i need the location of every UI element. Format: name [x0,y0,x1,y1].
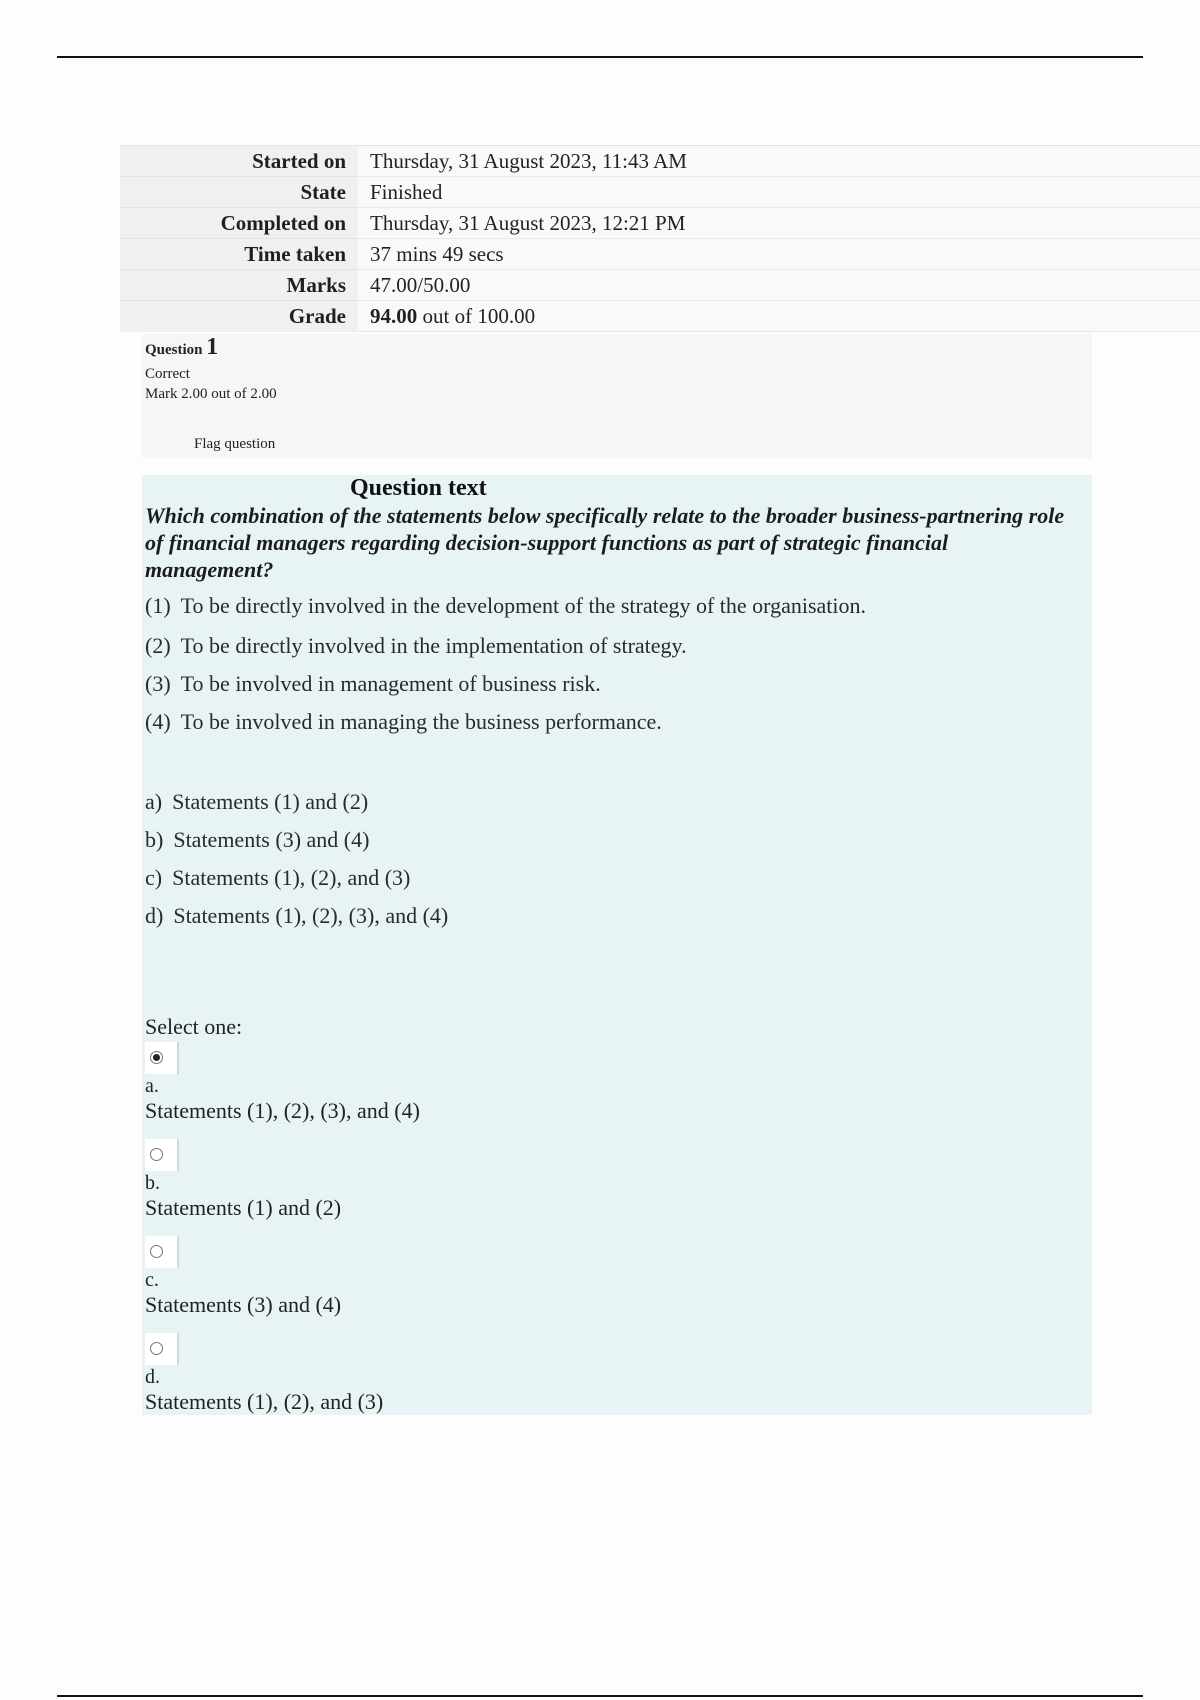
grade-score: 94.00 [370,303,418,328]
question-number-value: 1 [206,334,219,360]
summary-label: Time taken [120,239,358,270]
question-text: Which combination of the statements below specifically relate to the broader business-partnering role of financial managers regarding decision-support functions as part of strategic financial management? [145,503,1065,582]
answer-letter: b. [145,1172,160,1194]
summary-value: Finished [358,177,1200,208]
top-rule [57,56,1143,58]
statement-text: To be involved in managing the business performance. [180,709,662,734]
question-word: Question [145,342,203,358]
summary-label: Started on [120,146,358,177]
answer-text[interactable]: Statements (1) and (2) [145,1195,342,1220]
answer-radio-c[interactable] [145,1236,179,1268]
radio-unselected-icon [150,1342,163,1355]
summary-label: State [120,177,358,208]
select-one-prompt: Select one: [145,1014,243,1039]
choice-letter: c) [145,865,163,890]
answer-radio-d[interactable] [145,1333,179,1365]
summary-value: Thursday, 31 August 2023, 12:21 PM [358,208,1200,239]
answer-text[interactable]: Statements (3) and (4) [145,1292,342,1317]
statement-text: To be directly involved in the implementation of strategy. [180,633,687,658]
summary-value [358,301,1200,332]
statement-number: (1) [145,593,171,618]
radio-unselected-icon [150,1148,163,1161]
summary-label: Marks [120,270,358,301]
summary-label: Completed on [120,208,358,239]
choice-letter: d) [145,903,164,928]
summary-row-grade [120,301,1200,332]
bottom-rule [57,1695,1143,1697]
question-text-heading: Question text [350,475,487,501]
statement-item [145,593,866,619]
summary-row-time-taken [120,239,1200,270]
answer-text[interactable]: Statements (1), (2), (3), and (4) [145,1098,420,1123]
answer-letter: c. [145,1269,159,1291]
choice-letter: a) [145,789,163,814]
statement-item [145,633,687,659]
summary-value: 37 mins 49 secs [358,239,1200,270]
choice-text: Statements (1), (2), and (3) [172,865,411,890]
choice-item [145,789,368,815]
flag-question-link[interactable]: Flag question [194,436,276,452]
answer-radio-a[interactable] [145,1042,179,1074]
statement-item [145,671,601,697]
summary-row-started [120,146,1200,177]
choice-item [145,865,410,891]
attempt-summary-table [120,145,1200,332]
radio-selected-icon [150,1051,163,1064]
summary-value: Thursday, 31 August 2023, 11:43 AM [358,146,1200,177]
statement-text: To be directly involved in the development of the strategy of the organisation. [180,593,867,618]
radio-unselected-icon [150,1245,163,1258]
statement-number: (2) [145,633,171,658]
summary-row-marks [120,270,1200,301]
summary-row-state [120,177,1200,208]
summary-label: Grade [120,301,358,332]
question-number [145,334,218,361]
summary-row-completed [120,208,1200,239]
answer-letter: d. [145,1366,160,1388]
choice-text: Statements (1), (2), (3), and (4) [173,903,449,928]
choice-text: Statements (1) and (2) [172,789,369,814]
statement-number: (4) [145,709,171,734]
choice-text: Statements (3) and (4) [173,827,370,852]
choice-letter: b) [145,827,164,852]
question-info [142,334,1092,458]
question-state: Correct [145,366,190,382]
statement-text: To be involved in management of business risk. [180,671,601,696]
answer-letter: a. [145,1075,159,1097]
answer-text[interactable]: Statements (1), (2), and (3) [145,1389,384,1414]
statement-item [145,709,662,735]
question-mark: Mark 2.00 out of 2.00 [145,386,277,402]
choice-item [145,827,369,853]
summary-value: 47.00/50.00 [358,270,1200,301]
question-content [142,475,1092,1415]
statement-number: (3) [145,671,171,696]
grade-suffix: out of 100.00 [417,303,536,328]
choice-item [145,903,448,929]
answer-radio-b[interactable] [145,1139,179,1171]
